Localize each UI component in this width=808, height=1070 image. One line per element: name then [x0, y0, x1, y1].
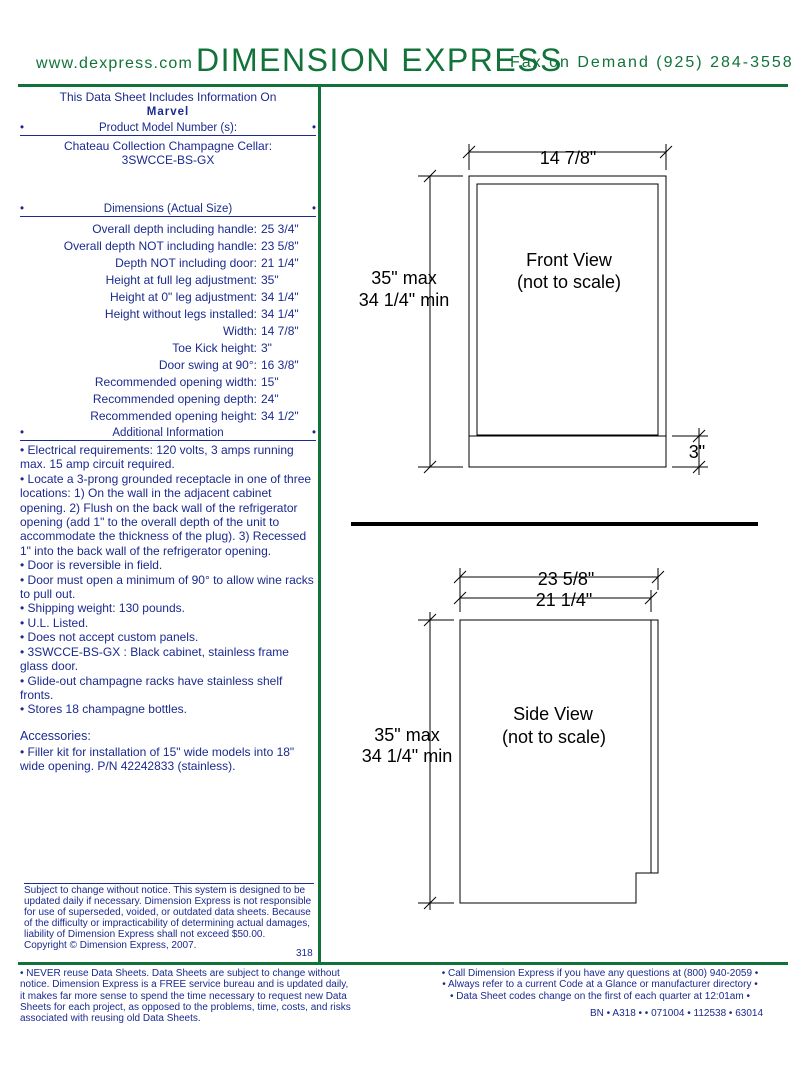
footer-right-notes: • Call Dimension Express if you have any questions at (800) 940-2059 • • Always refer to a current Code at a Glance or manufacturer directory • • Data Sheet codes change on the first of each quarter at 12:01am •: [441, 968, 759, 1002]
dimension-value: 35": [261, 273, 279, 287]
dimension-label: Height at 0" leg adjustment:: [109, 290, 257, 304]
note-item: • Door must open a minimum of 90° to allow wine racks to pull out.: [20, 572, 314, 602]
note-item: • Electrical requirements: 120 volts, 3 amps running max. 15 amp circuit required.: [20, 443, 294, 472]
additional-section-header: • Additional Information •: [20, 427, 316, 439]
front-outline: [469, 176, 666, 467]
brand-title: DIMENSION EXPRESS: [196, 42, 563, 78]
dimension-value: 24": [261, 392, 279, 406]
dimension-label: Height without legs installed:: [104, 307, 257, 321]
side-depth-label-1: 23 5/8": [537, 569, 595, 589]
note-item: • Locate a 3-prong grounded receptacle in one of three locations: 1) On the wall in the adjacent cabinet opening. 2) Flush on the back wall of the refrigerator opening (add 1" to the overall depth of the unit to accommodate the thickness of the plug). 3) Recessed 1" into the back wall of the refrigerator opening.: [20, 471, 312, 558]
toe-kick-label: 3": [688, 442, 706, 462]
accessories-heading: Accessories:: [20, 728, 91, 743]
front-height-min: 34 1/4" min: [358, 290, 450, 310]
disclaimer-text: Subject to change without notice. This system is designed to be updated daily if necessary. Dimension Express is not responsible for use of superseded, voided, or outdated data sheets. Because of the difficulty or impracticability of determining actual damages, liability of Dimension Express shall not exceed $50.00.: [24, 885, 312, 940]
dimension-value: 16 3/8": [261, 358, 299, 372]
dimension-label: Toe Kick height:: [172, 341, 257, 355]
fax-number: Fax on Demand (925) 284-3558: [510, 54, 794, 71]
copyright: Copyright © Dimension Express, 2007.: [24, 940, 197, 951]
model-section-header: • Product Model Number (s): •: [20, 122, 316, 134]
dimension-value: 23 5/8": [261, 239, 299, 253]
model-name: Chateau Collection Champagne Cellar: 3SWCCE-BS-GX: [63, 139, 273, 167]
dimension-value: 15": [261, 375, 279, 389]
note-item: • Shipping weight: 130 pounds.: [20, 601, 185, 616]
accessory-item: • Filler kit for installation of 15" wide models into 18" wide opening. P/N 42242833 (stainless).: [20, 744, 295, 774]
dimension-value: 14 7/8": [261, 324, 299, 338]
dimension-value: 21 1/4": [261, 256, 299, 270]
front-width-label: 14 7/8": [539, 148, 597, 168]
dimension-label: Recommended opening height:: [90, 409, 257, 423]
dimension-value: 34 1/4": [261, 307, 299, 321]
front-view-title: Front View: [526, 250, 612, 270]
sheet-codes: BN • A318 • • 071004 • 112538 • 63014: [590, 1008, 764, 1019]
dimension-label: Overall depth NOT including handle:: [63, 239, 257, 253]
door-glass: [477, 184, 658, 435]
dimension-label: Overall depth including handle:: [92, 222, 257, 236]
dimension-label: Width:: [222, 324, 257, 338]
front-view-drawing: [418, 144, 708, 475]
note-item: • U.L. Listed.: [20, 615, 89, 630]
intro-text: This Data Sheet Includes Information On: [59, 90, 277, 104]
side-view-title: Side View: [513, 704, 593, 724]
dimension-value: 34 1/2": [261, 409, 299, 423]
side-outline: [460, 620, 651, 903]
dimension-value: 3": [261, 341, 272, 355]
note-item: • Glide-out champagne racks have stainless shelf fronts.: [20, 673, 283, 702]
dimensions-section-title: Dimensions (Actual Size): [103, 203, 233, 215]
site-url: www.dexpress.com: [36, 55, 194, 72]
dimension-label: Door swing at 90°:: [158, 358, 257, 372]
additional-section-title: Additional Information: [112, 427, 224, 439]
dimension-value: 34 1/4": [261, 290, 299, 304]
dimension-label: Recommended opening width:: [94, 375, 257, 389]
side-height-max: 35" max: [374, 725, 440, 745]
note-item: • 3SWCCE-BS-GX : Black cabinet, stainless frame glass door.: [20, 644, 289, 674]
dimension-label: Depth NOT including door:: [115, 256, 257, 270]
dimensions-section-header: • Dimensions (Actual Size) •: [20, 203, 316, 215]
side-depth-label-2: 21 1/4": [535, 590, 593, 610]
dimension-label: Height at full leg adjustment:: [105, 273, 257, 287]
dimension-value: 25 3/4": [261, 222, 299, 236]
dimension-label: Recommended opening depth:: [92, 392, 257, 406]
side-view-subtitle: (not to scale): [501, 727, 607, 747]
model-section-title: Product Model Number (s):: [98, 122, 238, 134]
note-item: • Stores 18 champagne bottles.: [20, 702, 187, 717]
footer-left-note: • NEVER reuse Data Sheets. Data Sheets are subject to change without notice. Dimension Express is a FREE service bureau and is updated daily, it makes far more sense to spend the time necessary to request new Data Sheets for each project, as opposed to the problems, time, costs, and risks associated with reusing old Data Sheets.: [20, 968, 351, 1025]
front-height-max: 35" max: [371, 268, 437, 288]
side-door-edge: [651, 620, 658, 873]
sheet-number: 318: [296, 948, 313, 959]
note-item: • Does not accept custom panels.: [20, 630, 199, 645]
note-item: • Door is reversible in field.: [20, 558, 163, 573]
front-view-subtitle: (not to scale): [516, 272, 622, 292]
side-height-min: 34 1/4" min: [361, 746, 453, 766]
brand-name: Marvel: [146, 106, 190, 118]
